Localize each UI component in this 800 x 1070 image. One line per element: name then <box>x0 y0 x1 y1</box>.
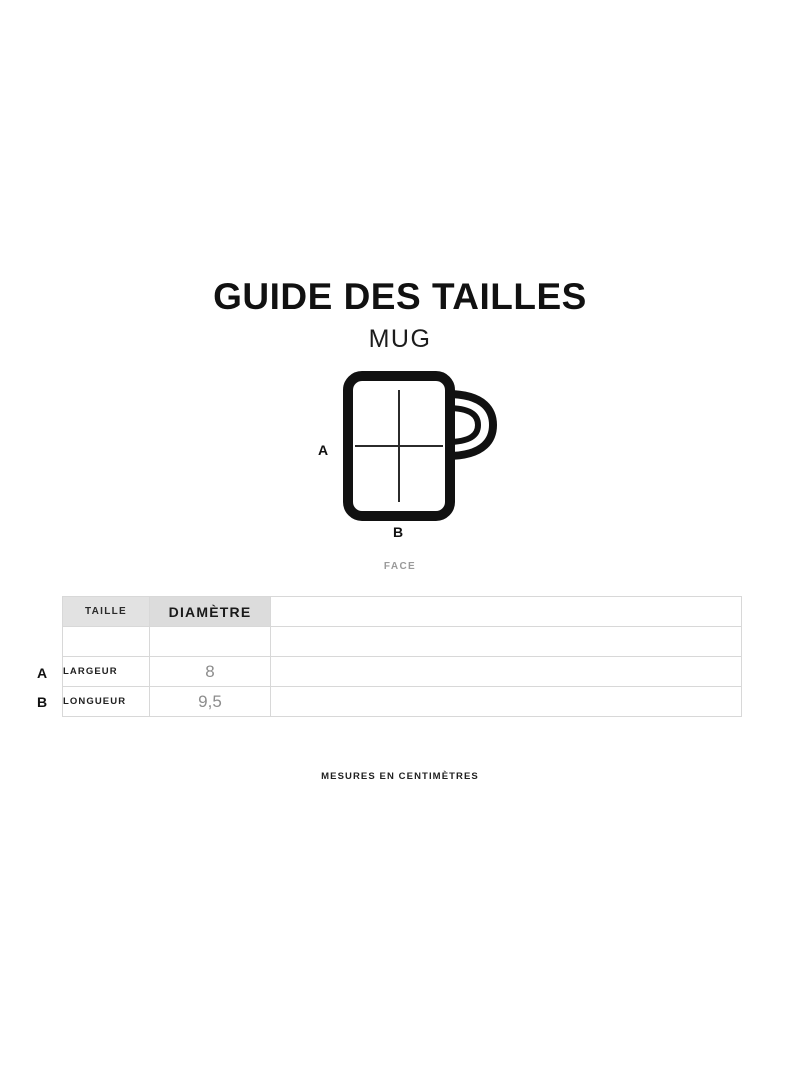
header-diametre: DIAMÈTRE <box>150 597 271 627</box>
row-letter-a: A <box>36 665 48 681</box>
title-block <box>0 278 800 354</box>
spacer-cell-3 <box>271 627 742 657</box>
header-taille: TAILLE <box>63 597 150 627</box>
row-value-longueur: 9,5 <box>150 687 271 717</box>
row-empty-largeur <box>271 657 742 687</box>
row-label-largeur: LARGEUR <box>63 657 150 687</box>
view-label-face: FACE <box>383 561 417 572</box>
header-empty <box>271 597 742 627</box>
footer-note: MESURES EN CENTIMÈTRES <box>321 771 479 782</box>
size-table <box>62 596 742 717</box>
row-empty-longueur <box>271 687 742 717</box>
row-label-longueur: LONGUEUR <box>63 687 150 717</box>
mug-illustration <box>300 368 530 528</box>
row-letter-b: B <box>36 694 48 710</box>
page-subtitle: MUG <box>368 324 432 353</box>
spacer-cell-1 <box>63 627 150 657</box>
row-value-largeur: 8 <box>150 657 271 687</box>
spacer-cell-2 <box>150 627 271 657</box>
table-row <box>63 657 742 687</box>
page-title: GUIDE DES TAILLES <box>213 276 587 317</box>
measure-label-b: B <box>393 524 404 540</box>
table-spacer-row <box>63 627 742 657</box>
table-row <box>63 687 742 717</box>
size-table-wrapper <box>62 596 738 717</box>
measure-label-a: A <box>318 442 329 458</box>
mug-outline-icon <box>300 368 530 528</box>
table-header-row <box>63 597 742 627</box>
